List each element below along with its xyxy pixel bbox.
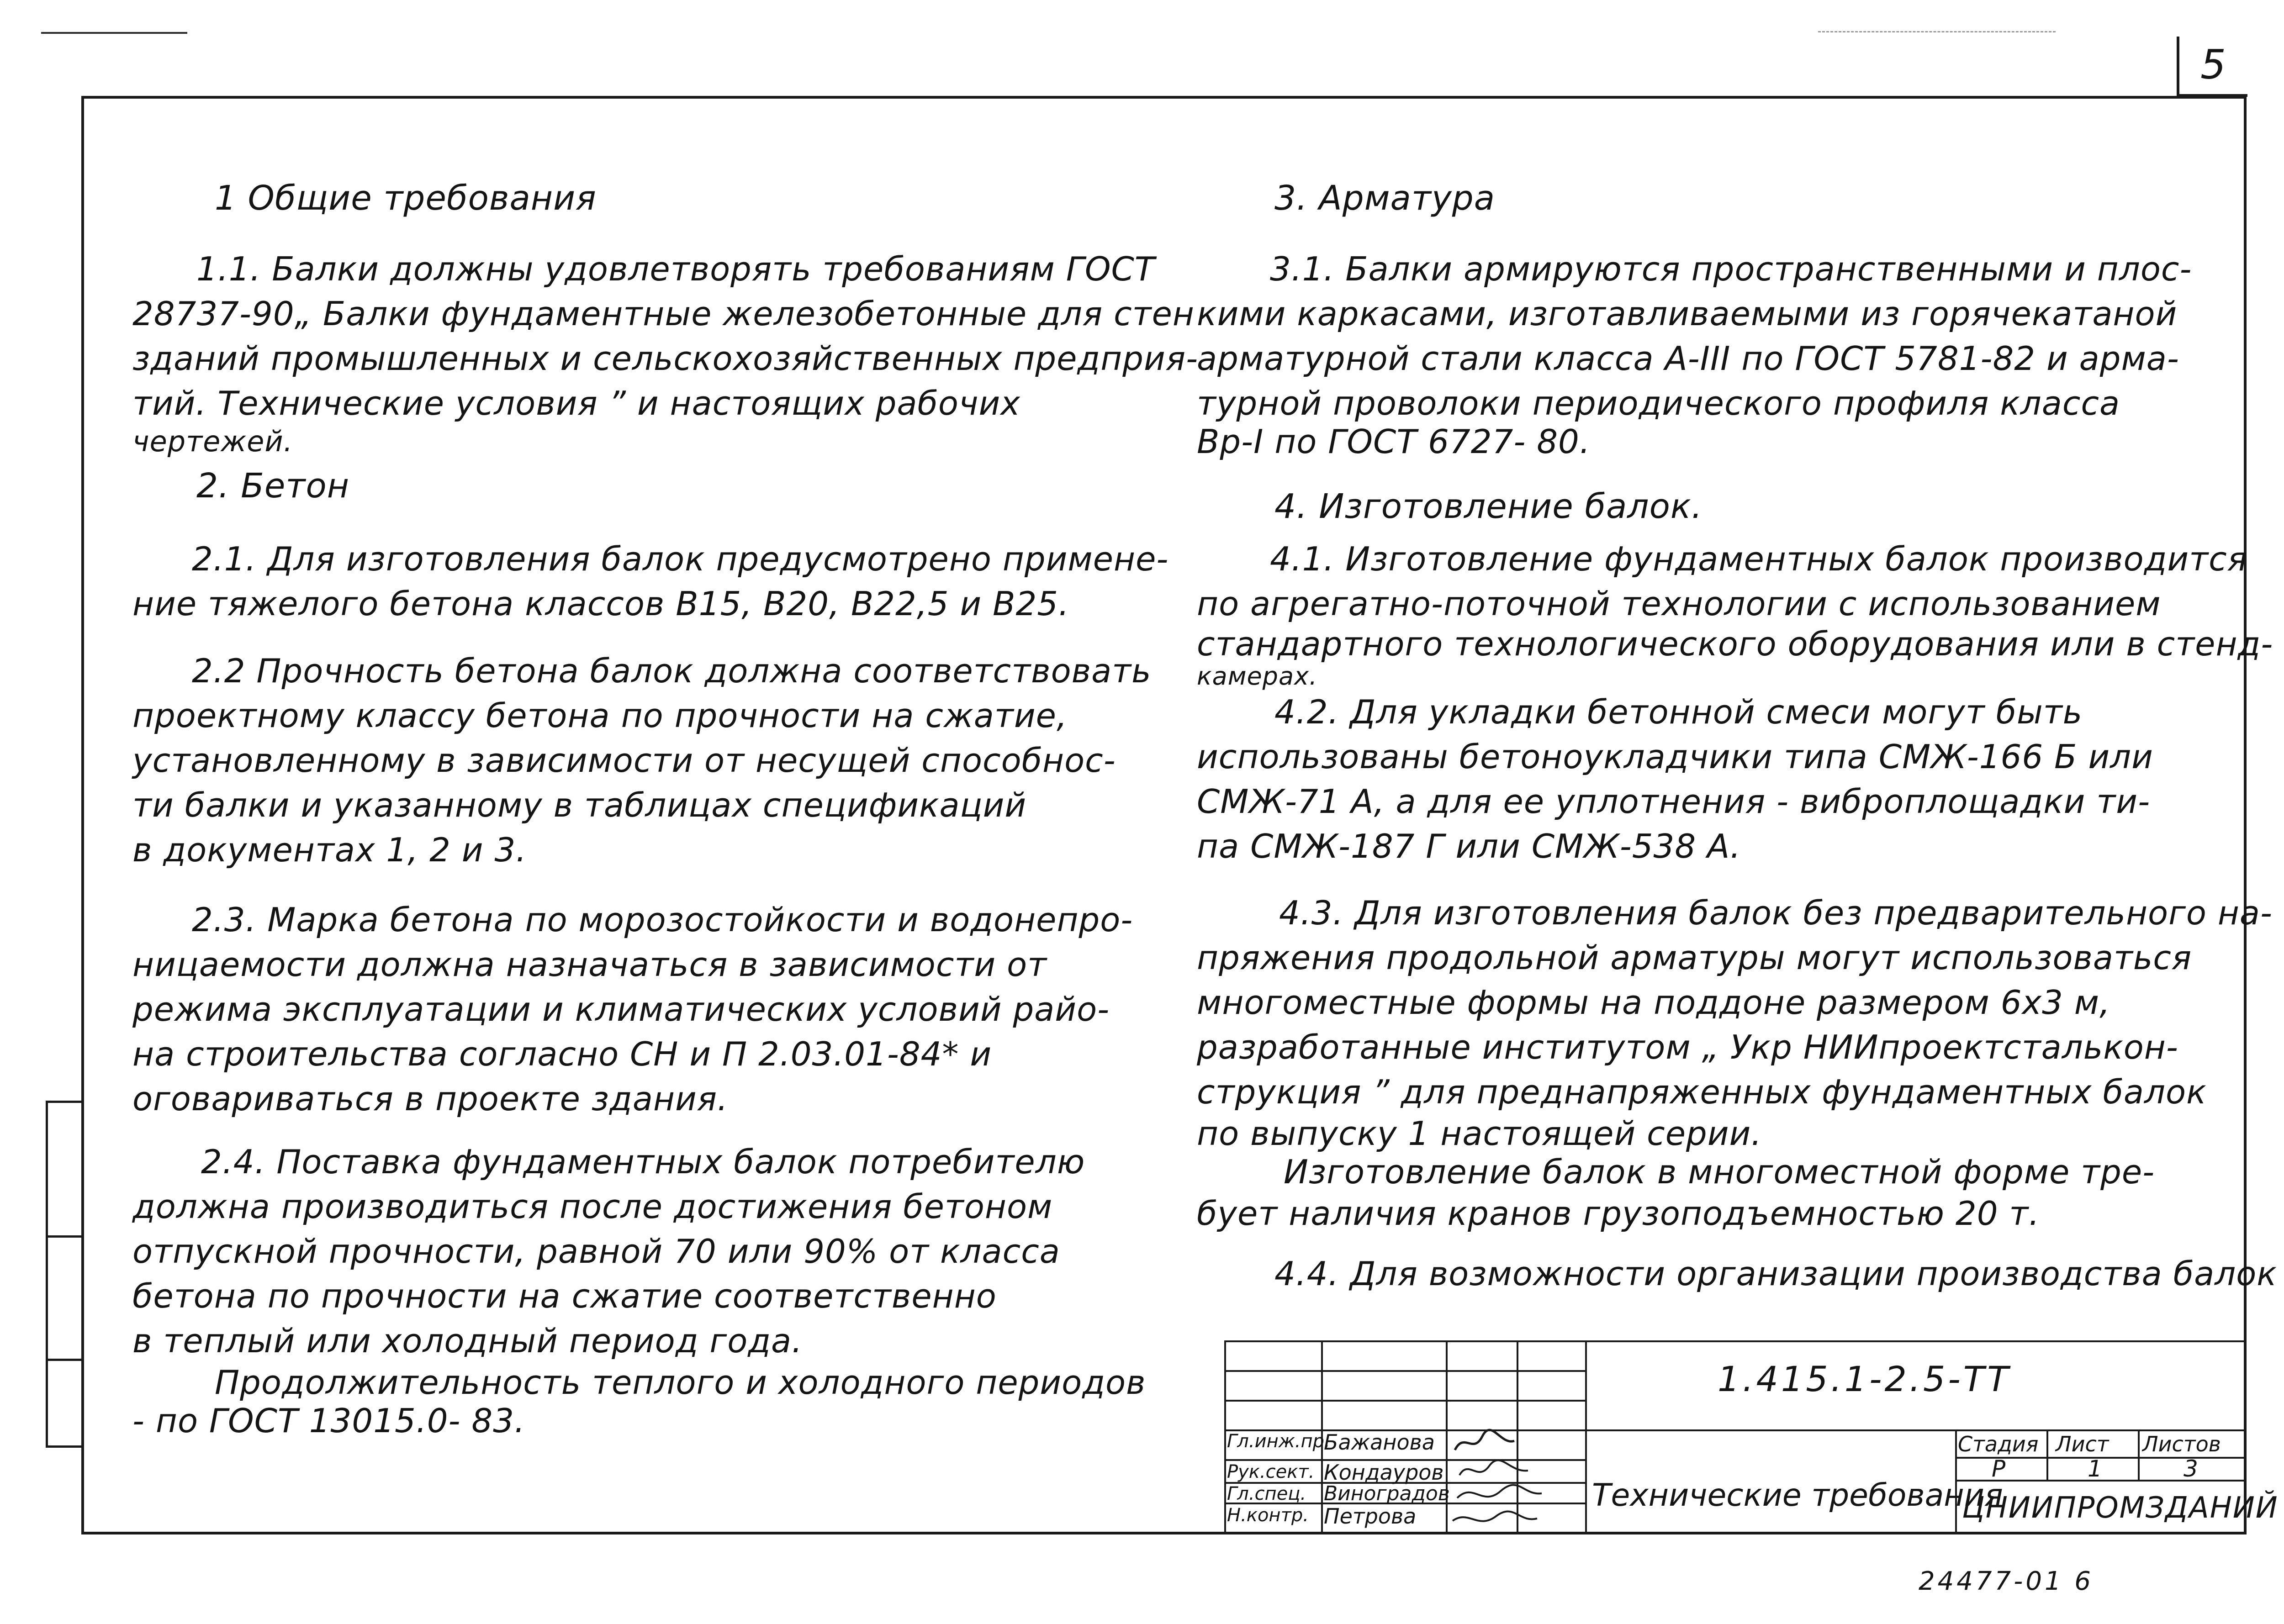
title-block (1224, 1340, 2279, 1534)
text-line: 4.1. Изготовление фундаментных балок производится (1270, 540, 2248, 578)
stamp-divider (48, 1235, 82, 1238)
paragraph-4-4 (1274, 1251, 2277, 1296)
text-line: 2.1. Для изготовления балок предусмотрено примене- (192, 540, 1169, 578)
document-code: 1.415.1-2.5-ТТ (1718, 1359, 2011, 1399)
text-line: тий. Технические условия ” и настоящих рабочих (132, 384, 1020, 422)
signer-role: Рук.сект. (1227, 1461, 1315, 1482)
text-line: 28737-90„ Балки фундаментные железобетонные для стен (132, 295, 1195, 333)
archive-code: 24477-01 6 (1919, 1566, 2094, 1596)
text-line: многоместные формы на поддоне размером 6х3 м, (1197, 983, 2111, 1022)
text-line: по агрегатно-поточной технологии с использованием (1197, 585, 2161, 623)
heading-general-requirements: 1 Общие требования (215, 179, 597, 218)
text-line: оговариваться в проекте здания. (132, 1080, 729, 1118)
text-line: пряжения продольной арматуры могут использоваться (1197, 939, 2192, 977)
text-line: по выпуску 1 настоящей серии. (1197, 1114, 1762, 1153)
heading-manufacturing: 4. Изготовление балок. (1274, 487, 1703, 526)
text-line: 4.4. Для возможности организации производства балок (1274, 1255, 2277, 1293)
text-line: в теплый или холодный период года. (132, 1322, 803, 1360)
paragraph-4-3 (1197, 891, 2273, 1236)
text-line: ницаемости должна назначаться в зависимости от (132, 945, 1047, 984)
signer-role: Н.контр. (1227, 1505, 1309, 1526)
paragraph-4-1 (1197, 537, 2273, 691)
paragraph-3-1 (1197, 247, 2192, 461)
text-line: бует наличия кранов грузоподъемностью 20 т. (1197, 1194, 2040, 1233)
tb-line (2138, 1429, 2140, 1480)
signature-marks (1446, 1427, 1546, 1534)
stage-value: Р (1992, 1455, 2006, 1482)
top-edge-line (41, 32, 187, 34)
text-line: кими каркасами, изготавливаемыми из горячекатаной (1197, 295, 2178, 333)
text-line: ние тяжелого бетона классов В15, В20, В22,5 и В25. (132, 585, 1069, 623)
text-line: 1.1. Балки должны удовлетворять требованиям ГОСТ (196, 250, 1155, 288)
signer-role: Гл.инж.пр. (1227, 1431, 1330, 1452)
text-line: па СМЖ-187 Г или СМЖ-538 А. (1197, 827, 1741, 865)
tb-line (1585, 1429, 2247, 1431)
text-line: бетона по прочности на сжатие соответственно (132, 1277, 997, 1315)
tb-line (1224, 1400, 1585, 1402)
text-line: Продолжительность теплого и холодного периодов (215, 1363, 1146, 1402)
text-line: Вр-I по ГОСТ 6727- 80. (1197, 422, 1591, 461)
paragraph-2-2 (132, 649, 1152, 872)
text-line: Изготовление балок в многоместной форме тре- (1284, 1153, 2155, 1191)
text-line: проектному классу бетона по прочности на сжатие, (132, 696, 1068, 735)
sheets-label: Листов (2142, 1432, 2221, 1456)
organization-name: ЦНИИПРОМЗДАНИЙ (1962, 1491, 2279, 1525)
signer-name: Бажанова (1324, 1430, 1435, 1455)
binding-margin-stamp (46, 1101, 82, 1448)
text-line: струкция ” для преднапряженных фундаментных балок (1197, 1073, 2207, 1111)
signer-role: Гл.спец. (1227, 1483, 1306, 1504)
heading-concrete: 2. Бетон (196, 466, 350, 506)
text-line: - по ГОСТ 13015.0- 83. (132, 1402, 525, 1440)
text-line: в документах 1, 2 и 3. (132, 831, 527, 869)
paragraph-4-2 (1197, 690, 2153, 869)
text-line: режима эксплуатации и климатических условий райо- (132, 990, 1110, 1028)
paragraph-1-1 (132, 247, 1199, 458)
paragraph-2-3 (132, 897, 1133, 1121)
text-line: 2.4. Поставка фундаментных балок потребителю (201, 1143, 1085, 1181)
text-line: использованы бетоноукладчики типа СМЖ-166 Б или (1197, 738, 2153, 776)
sheet-title: Технические требования (1592, 1477, 2003, 1513)
text-line: 2.3. Марка бетона по морозостойкости и водонепро- (192, 901, 1133, 939)
sheet-value: 1 (2088, 1455, 2102, 1482)
top-edge-line-faint (1818, 31, 2056, 32)
text-line: чертежей. (132, 425, 293, 458)
paragraph-2-1 (132, 537, 1169, 626)
signer-name: Кондауров (1324, 1460, 1444, 1485)
paragraph-2-4 (132, 1139, 1146, 1440)
text-line: установленному в зависимости от несущей способнос- (132, 741, 1116, 780)
tb-line (2046, 1429, 2048, 1480)
text-line: 3.1. Балки армируются пространственными и плос- (1270, 250, 2192, 288)
sheets-value: 3 (2184, 1455, 2198, 1482)
text-line: камерах. (1197, 662, 1318, 691)
signer-name: Петрова (1324, 1504, 1417, 1529)
text-line: 2.2 Прочность бетона балок должна соответствовать (192, 652, 1152, 690)
text-line: турной проволоки периодического профиля класса (1197, 384, 2120, 422)
text-line: 4.2. Для укладки бетонной смеси могут быть (1274, 693, 2083, 731)
text-line: разработанные институтом „ Укр НИИпроектсталькон- (1197, 1028, 2178, 1066)
heading-reinforcement: 3. Арматура (1274, 179, 1496, 218)
text-line: ти балки и указанному в таблицах спецификаций (132, 786, 1027, 824)
sheet-label: Лист (2056, 1432, 2109, 1456)
text-line: зданий промышленных и сельскохозяйственных предприя- (132, 339, 1199, 378)
text-line: 4.3. Для изготовления балок без предварительного на- (1279, 894, 2273, 932)
tb-line (1224, 1370, 1585, 1372)
signer-name: Виноградов (1324, 1482, 1450, 1505)
text-line: СМЖ-71 А, а для ее уплотнения - виброплощадки ти- (1197, 782, 2151, 821)
text-line: отпускной прочности, равной 70 или 90% от класса (132, 1232, 1060, 1271)
tb-line (1585, 1340, 1587, 1534)
page-number: 5 (2200, 41, 2226, 88)
tb-line (1224, 1340, 1226, 1534)
text-line: должна производиться после достижения бетоном (132, 1187, 1053, 1226)
stamp-divider (48, 1359, 82, 1361)
stage-label: Стадия (1958, 1432, 2039, 1456)
tb-line (1224, 1340, 2247, 1342)
text-line: на строительства согласно СН и П 2.03.01-84* и (132, 1035, 992, 1073)
text-line: арматурной стали класса А-III по ГОСТ 5781-82 и арма- (1197, 339, 2179, 378)
text-line: стандартного технологического оборудования или в стенд- (1197, 625, 2273, 663)
